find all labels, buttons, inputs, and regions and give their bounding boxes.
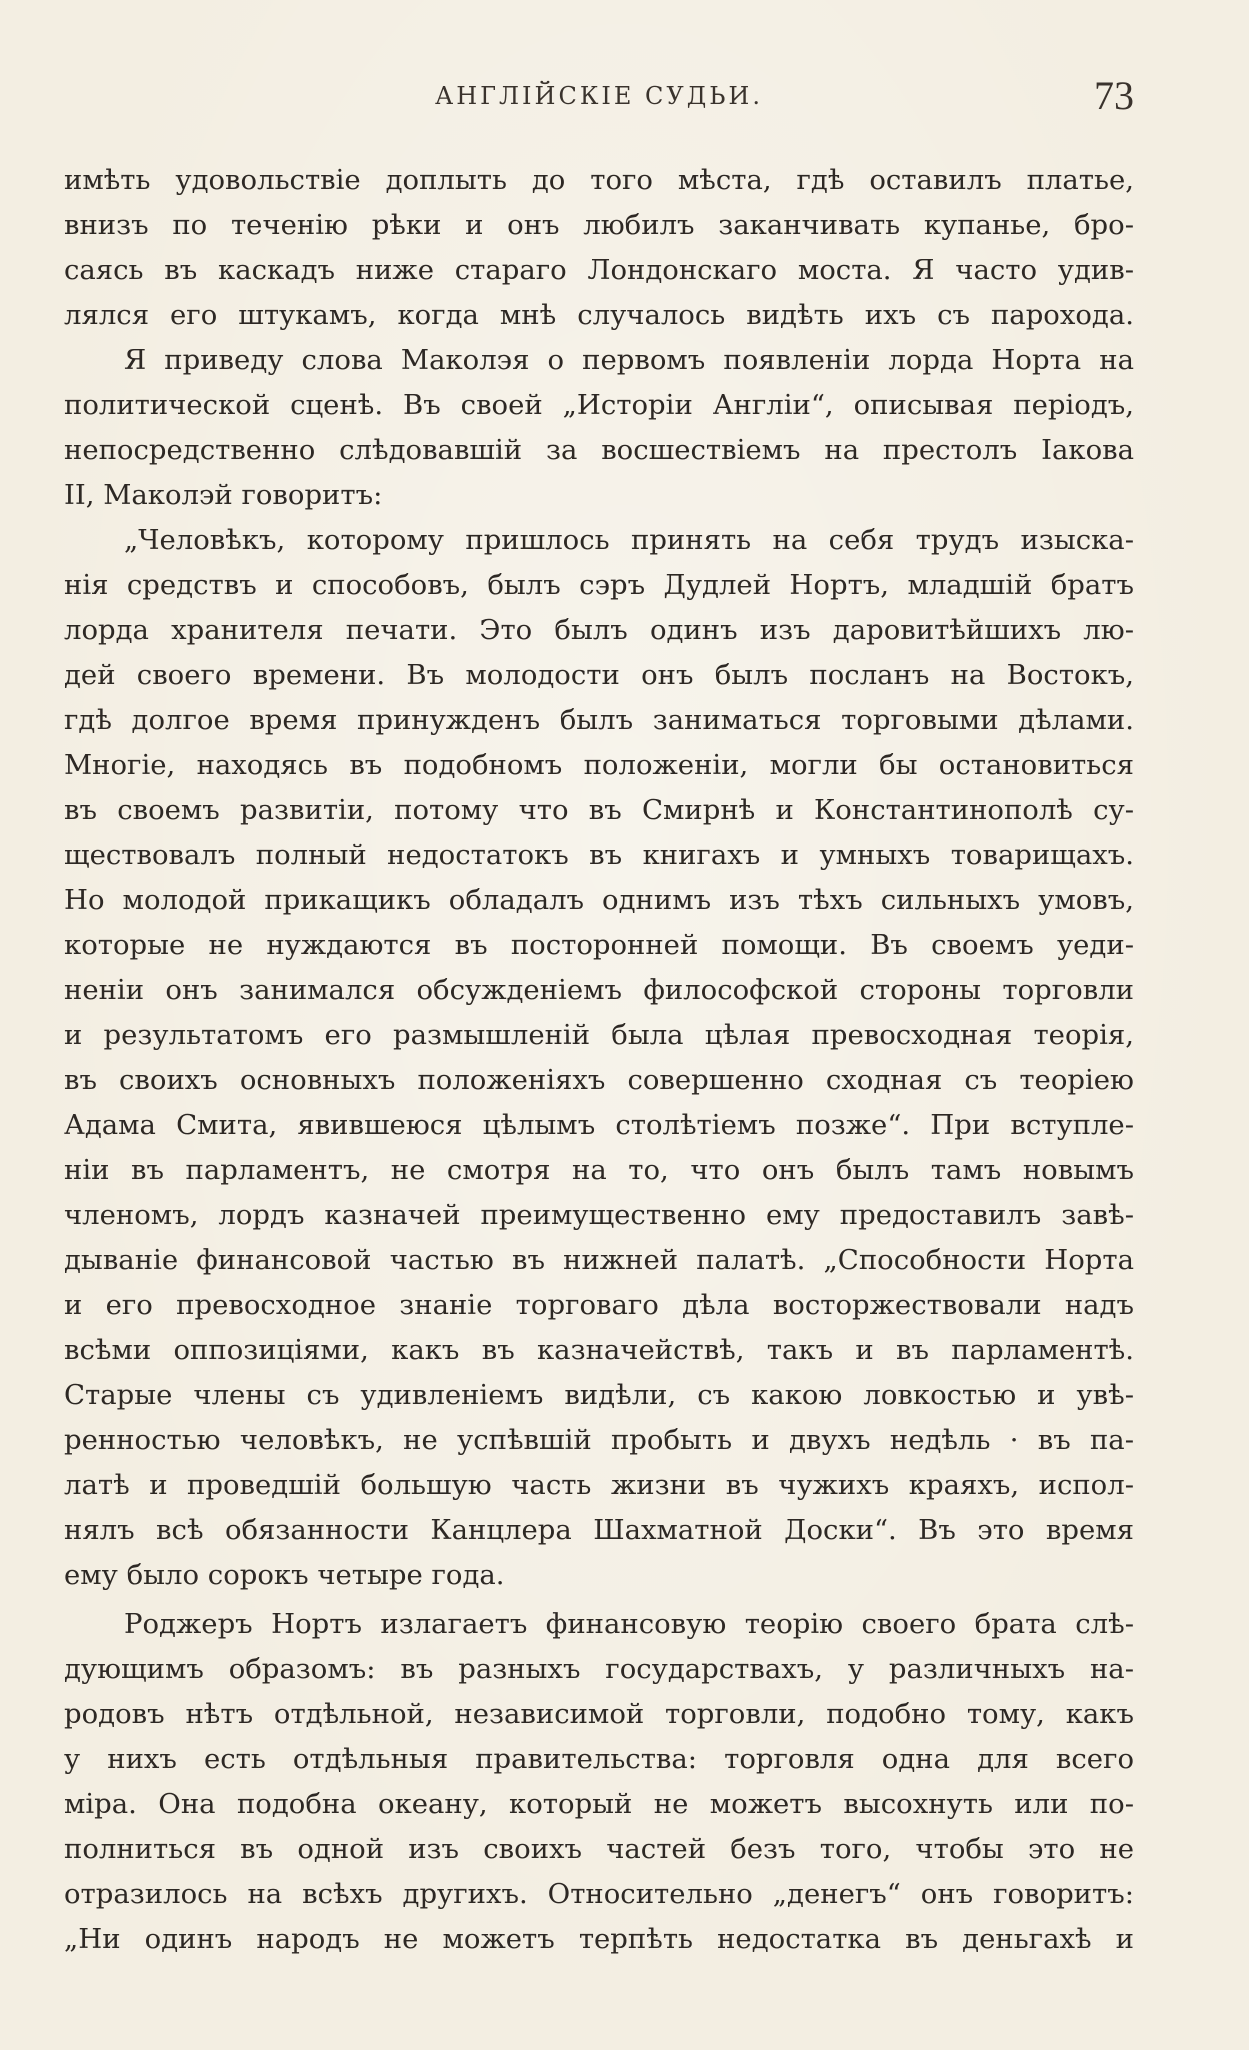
text-line: внизъ по теченію рѣки и онъ любилъ заканчивать купанье, бро- — [64, 209, 1134, 241]
text-line: въ своемъ развитіи, потому что въ Смирнѣ и Константинополѣ су- — [64, 794, 1134, 826]
text-line: родовъ нѣтъ отдѣльной, независимой торговли, подобно тому, какъ — [64, 1698, 1134, 1730]
text-line: Адама Смита, явившеюся цѣлымъ столѣтіемъ позже“. При вступле- — [64, 1109, 1134, 1141]
page-header — [64, 72, 1134, 124]
text-line: имѣть удовольствіе доплыть до того мѣста, гдѣ оставилъ платье, — [64, 164, 1134, 196]
text-line: ществовалъ полный недостатокъ въ книгахъ и умныхъ товарищахъ. — [64, 839, 1134, 871]
text-line: Но молодой прикащикъ обладалъ однимъ изъ тѣхъ сильныхъ умовъ, — [64, 884, 1134, 916]
text-line: дываніе финансовой частью въ нижней палатѣ. „Способности Норта — [64, 1244, 1134, 1276]
text-line: лялся его штукамъ, когда мнѣ случалось видѣть ихъ съ парохода. — [64, 299, 1134, 331]
text-line: ему было сорокъ четыре года. — [64, 1559, 505, 1591]
text-line: нія средствъ и способовъ, былъ сэръ Дудлей Нортъ, младшій братъ — [64, 569, 1134, 601]
text-line: ренностью человѣкъ, не успѣвшій пробыть и двухъ недѣль · въ па- — [64, 1424, 1134, 1456]
text-line: дующимъ образомъ: въ разныхъ государствахъ, у различныхъ на- — [64, 1653, 1134, 1685]
text-line: ніи въ парламентъ, не смотря на то, что онъ былъ тамъ новымъ — [64, 1154, 1134, 1186]
text-line: лорда хранителя печати. Это былъ одинъ изъ даровитѣйшихъ лю- — [64, 614, 1134, 646]
paragraph — [64, 1602, 1134, 1962]
page-number: 73 — [1094, 73, 1134, 118]
text-line: полниться въ одной изъ своихъ частей безъ того, чтобы это не — [64, 1833, 1134, 1865]
text-line: „Человѣкъ, которому пришлось принять на себя трудъ изыска- — [124, 524, 1134, 556]
text-line: нялъ всѣ обязанности Канцлера Шахматной Доски“. Въ это время — [64, 1514, 1134, 1546]
running-title: АНГЛІЙСКІЕ СУДЬИ. — [435, 82, 763, 110]
text-line: дей своего времени. Въ молодости онъ былъ посланъ на Востокъ, — [64, 659, 1134, 691]
text-line: Старые члены съ удивленіемъ видѣли, съ какою ловкостью и увѣ- — [64, 1379, 1134, 1411]
text-line: саясь въ каскадъ ниже стараго Лондонскаго моста. Я часто удив- — [64, 254, 1134, 286]
text-line: гдѣ долгое время принужденъ былъ заниматься торговыми дѣлами. — [64, 704, 1134, 736]
text-line: всѣми оппозиціями, какъ въ казначействѣ, такъ и въ парламентѣ. — [64, 1334, 1134, 1366]
body-text — [64, 158, 1134, 1962]
text-line: у нихъ есть отдѣльныя правительства: торговля одна для всего — [64, 1743, 1134, 1775]
text-line: и результатомъ его размышленій была цѣлая превосходная теорія, — [64, 1019, 1134, 1051]
paragraph — [64, 518, 1134, 1598]
text-line: которые не нуждаются въ посторонней помощи. Въ своемъ уеди- — [64, 929, 1134, 961]
text-line: „Ни одинъ народъ не можетъ терпѣть недостатка въ деньгахѣ и — [64, 1923, 1134, 1955]
text-line: отразилось на всѣхъ другихъ. Относительно „денегъ“ онъ говоритъ: — [64, 1878, 1134, 1910]
text-line: политической сценѣ. Въ своей „Исторіи Англіи“, описывая періодъ, — [64, 389, 1134, 421]
text-line: и его превосходное знаніе торговаго дѣла восторжествовали надъ — [64, 1289, 1134, 1321]
text-line: въ своихъ основныхъ положеніяхъ совершенно сходная съ теоріею — [64, 1064, 1134, 1096]
paragraph — [64, 158, 1134, 338]
text-line: неніи онъ занимался обсужденіемъ философской стороны торговли — [64, 974, 1134, 1006]
text-line: непосредственно слѣдовавшій за восшествіемъ на престолъ Іакова — [64, 434, 1134, 466]
text-line: Я приведу слова Маколэя о первомъ появленіи лорда Норта на — [124, 344, 1134, 376]
text-line: міра. Она подобна океану, который не можетъ высохнуть или по- — [64, 1788, 1134, 1820]
text-line: членомъ, лордъ казначей преимущественно ему предоставилъ завѣ- — [64, 1199, 1134, 1231]
text-line: латѣ и проведшій большую часть жизни въ чужихъ краяхъ, испол- — [64, 1469, 1134, 1501]
text-line: Роджеръ Нортъ излагаетъ финансовую теорію своего брата слѣ- — [124, 1608, 1134, 1640]
text-line: Многіе, находясь въ подобномъ положеніи, могли бы остановиться — [64, 749, 1134, 781]
text-line: II, Маколэй говоритъ: — [64, 479, 383, 511]
paragraph — [64, 338, 1134, 518]
